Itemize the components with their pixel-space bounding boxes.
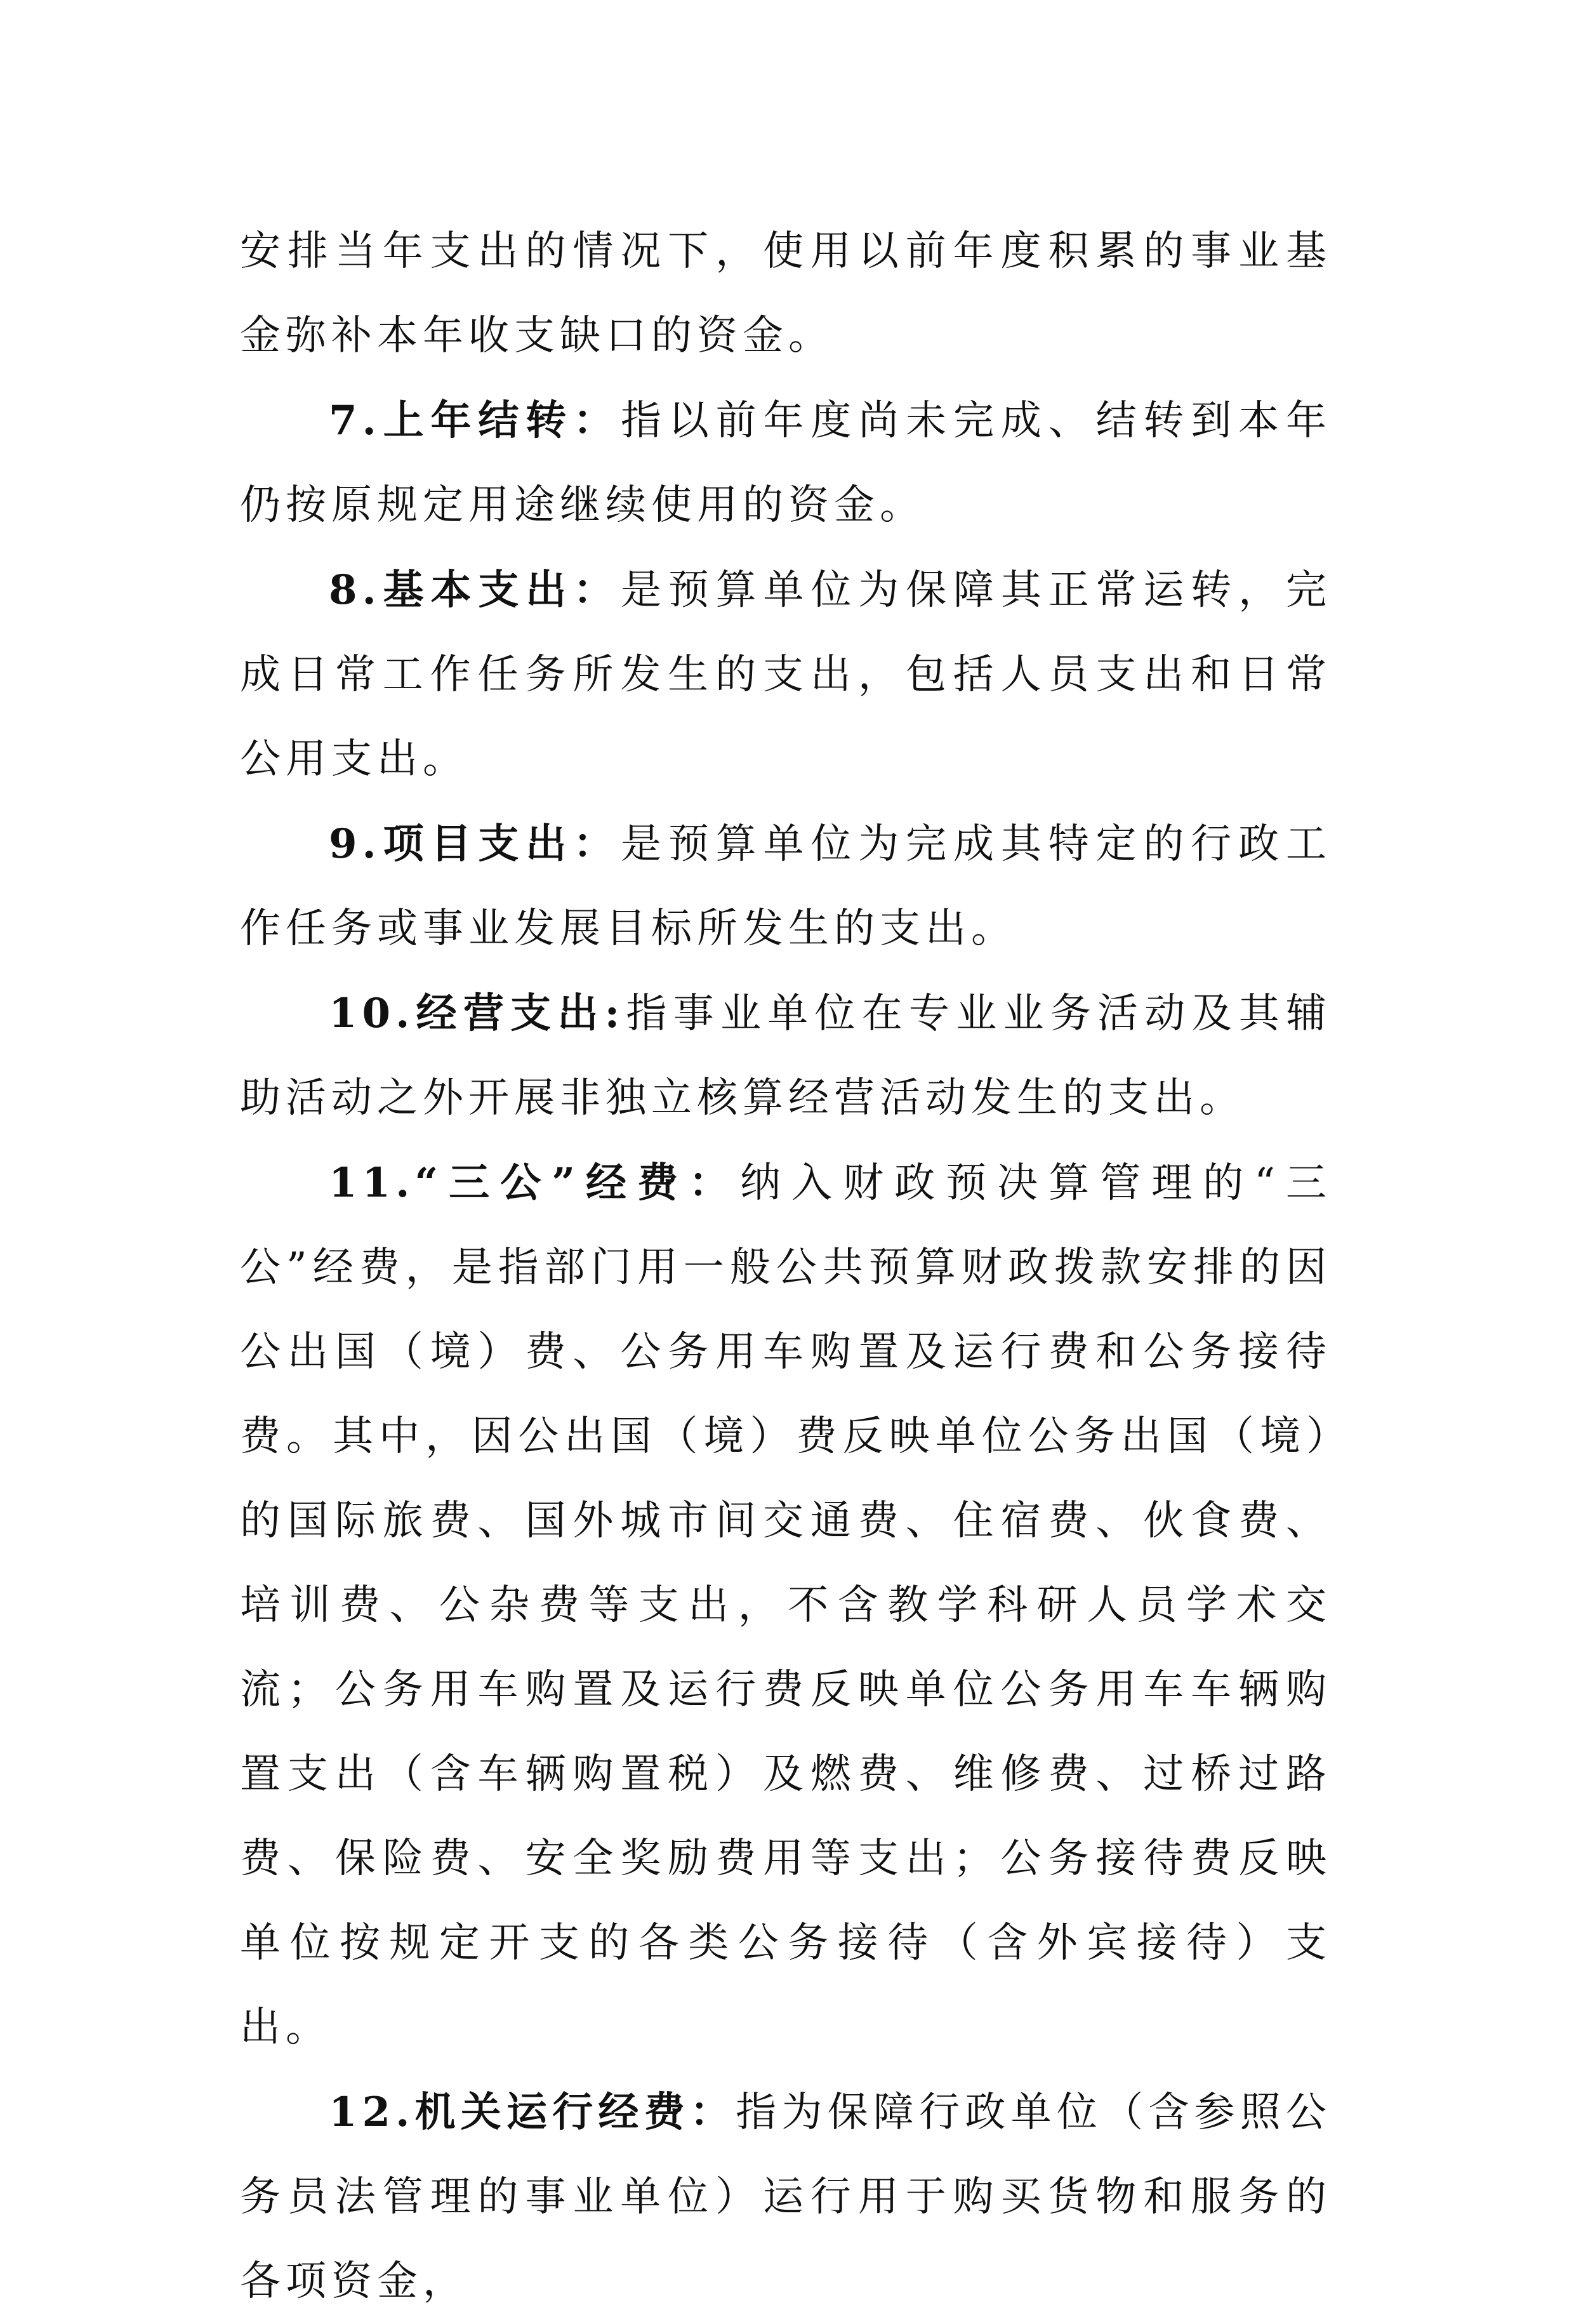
paragraph-basic-expenditure — [240, 548, 1332, 802]
paragraph-prior-year-carryover — [240, 378, 1332, 548]
term-label: 12.机关运行经费： — [329, 2088, 736, 2136]
paragraph-text: 是预算单位为保障其正常运转，完成日常工作任务所发生的支出，包括人员支出和日常公用支出。 — [240, 567, 1332, 783]
paragraph-text: 指事业单位在专业业务活动及其辅助活动之外开展非独立核算经营活动发生的支出。 — [240, 990, 1332, 1122]
paragraph-text: 指为保障行政单位（含参照公务员法管理的事业单位）运行用于购买货物和服务的各项资金， — [240, 2089, 1332, 2305]
paragraph-project-expenditure — [240, 802, 1332, 971]
term-label: 9.项目支出： — [329, 820, 621, 868]
paragraph-text: 纳入财政预决算管理的“三公”经费，是指部门用一般公共预算财政拨款安排的因公出国（境）费、公务用车购置及运行费和公务接待费。其中，因公出国（境）费反映单位公务出国（境）的国际旅费、国外城市间交通费、住宿费、伙食费、培训费、公杂费等支出，不含教学科研人员学术交流；公务用车购置及运行费反映单位公务用车车辆购置支出（含车辆购置税）及燃费、维修费、过桥过路费、保险费、安全奖励费用等支出；公务接待费反映单位按规定开支的各类公务接待（含外宾接待）支出。 — [240, 1160, 1332, 2051]
paragraph-fund-continuation — [240, 209, 1332, 378]
paragraph-text: 安排当年支出的情况下，使用以前年度积累的事业基金弥补本年收支缺口的资金。 — [240, 228, 1332, 359]
paragraph-three-public-expenses — [240, 1141, 1332, 2070]
paragraph-operating-expenditure — [240, 971, 1332, 1141]
paragraph-agency-operating-funds — [240, 2070, 1332, 2324]
paragraph-text: 指以前年度尚未完成、结转到本年仍按原规定用途继续使用的资金。 — [240, 397, 1332, 529]
term-label: 11.“三公”经费： — [329, 1159, 741, 1207]
term-label: 10.经营支出: — [329, 990, 625, 1037]
paragraph-text: 是预算单位为完成其特定的行政工作任务或事业发展目标所发生的支出。 — [240, 821, 1332, 952]
term-label: 7.上年结转： — [329, 397, 621, 444]
term-label: 8.基本支出： — [329, 566, 621, 614]
document-body — [240, 209, 1332, 2324]
